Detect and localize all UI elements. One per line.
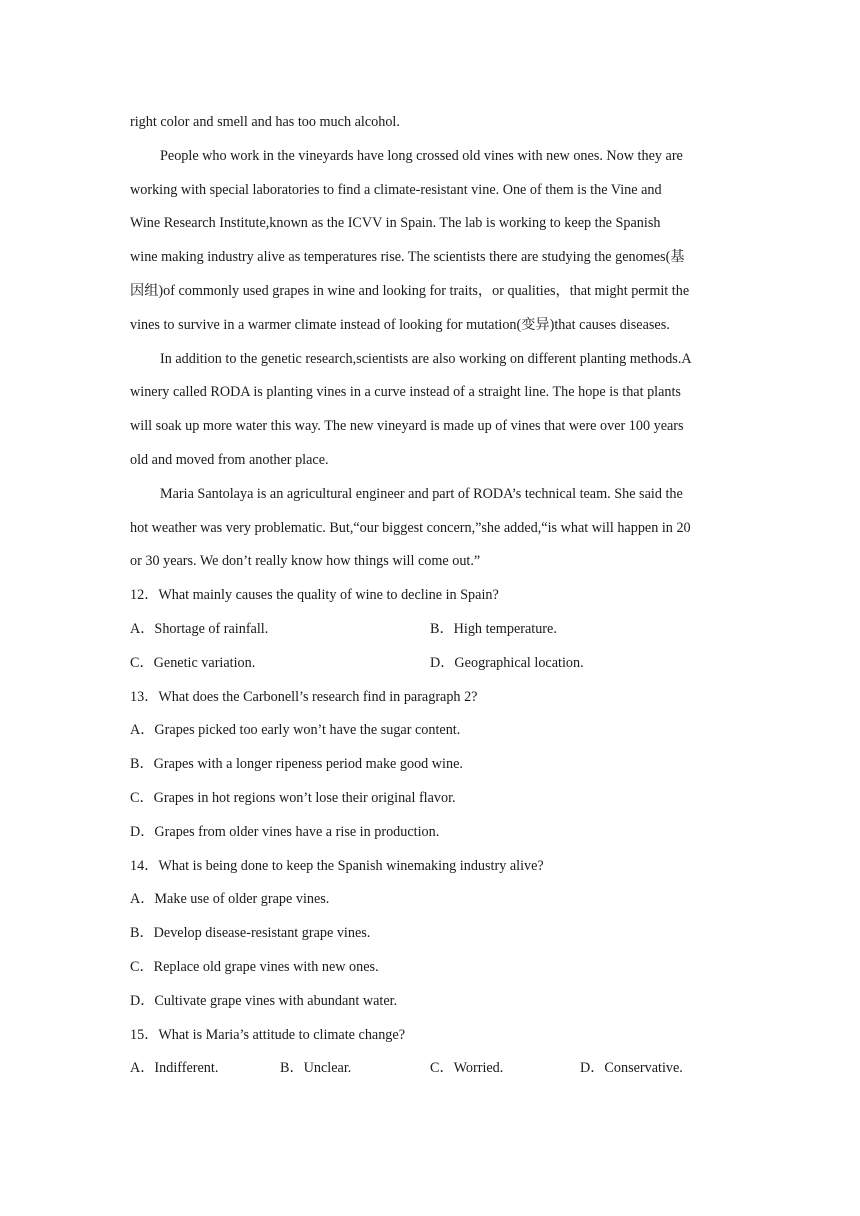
option-b: B．Unclear. — [280, 1060, 352, 1077]
option-a: A．Grapes picked too early won’t have the sugar content. — [130, 722, 461, 739]
passage-line: right color and smell and has too much alcohol. — [130, 114, 400, 130]
question-stem: 12．What mainly causes the quality of wine to decline in Spain? — [130, 587, 499, 604]
option-d: D．Grapes from older vines have a rise in production. — [130, 823, 440, 840]
passage-line: will soak up more water this way. The new vineyard is made up of vines that were over 100 years — [130, 418, 684, 435]
passage-line: Maria Santolaya is an agricultural engineer and part of RODA’s technical team. She said the — [160, 485, 683, 502]
option-a: A．Make use of older grape vines. — [130, 891, 330, 908]
passage-line: working with special laboratories to find a climate-resistant vine. One of them is the Vine and — [130, 181, 662, 198]
passage-line: or 30 years. We don’t really know how things will come out.” — [130, 553, 481, 570]
option-b: B．Grapes with a longer ripeness period make good wine. — [130, 756, 463, 773]
passage-line: People who work in the vineyards have long crossed old vines with new ones. Now they are — [160, 147, 683, 164]
option-c: C．Replace old grape vines with new ones. — [130, 958, 379, 975]
option-d: D．Conservative. — [580, 1060, 683, 1077]
passage-line: 因组)of commonly used grapes in wine and looking for traits，or qualities，that might permit the — [130, 282, 690, 299]
option-d: D．Geographical location. — [430, 654, 584, 671]
option-row — [130, 617, 730, 651]
option-row — [130, 651, 730, 685]
question-stem: 13．What does the Carbonell’s research find in paragraph 2? — [130, 688, 478, 705]
passage-line: wine making industry alive as temperatures rise. The scientists there are studying the genomes(基 — [130, 249, 685, 266]
question-stem: 15．What is Maria’s attitude to climate change? — [130, 1026, 405, 1043]
passage-line: In addition to the genetic research,scientists are also working on different planting methods.A — [160, 350, 692, 367]
passage-line: old and moved from another place. — [130, 451, 329, 468]
passage-line: Wine Research Institute,known as the ICVV in Spain. The lab is working to keep the Spanish — [130, 215, 661, 232]
option-b: B．High temperature. — [430, 620, 557, 637]
option-b: B．Develop disease-resistant grape vines. — [130, 925, 371, 942]
passage-line: vines to survive in a warmer climate instead of looking for mutation(变异)that causes diseases. — [130, 316, 670, 333]
document-page — [130, 110, 730, 1090]
option-a: A．Shortage of rainfall. — [130, 620, 269, 637]
option-c: C．Worried. — [430, 1060, 504, 1077]
option-c: C．Genetic variation. — [130, 654, 256, 671]
option-row — [130, 1056, 730, 1090]
option-a: A．Indifferent. — [130, 1060, 219, 1077]
passage-line: hot weather was very problematic. But,“our biggest concern,”she added,“is what will happen in 20 — [130, 519, 691, 536]
option-c: C．Grapes in hot regions won’t lose their original flavor. — [130, 789, 456, 806]
passage-line: winery called RODA is planting vines in a curve instead of a straight line. The hope is that plants — [130, 384, 681, 401]
option-d: D．Cultivate grape vines with abundant water. — [130, 992, 398, 1009]
question-stem: 14．What is being done to keep the Spanish winemaking industry alive? — [130, 857, 544, 874]
